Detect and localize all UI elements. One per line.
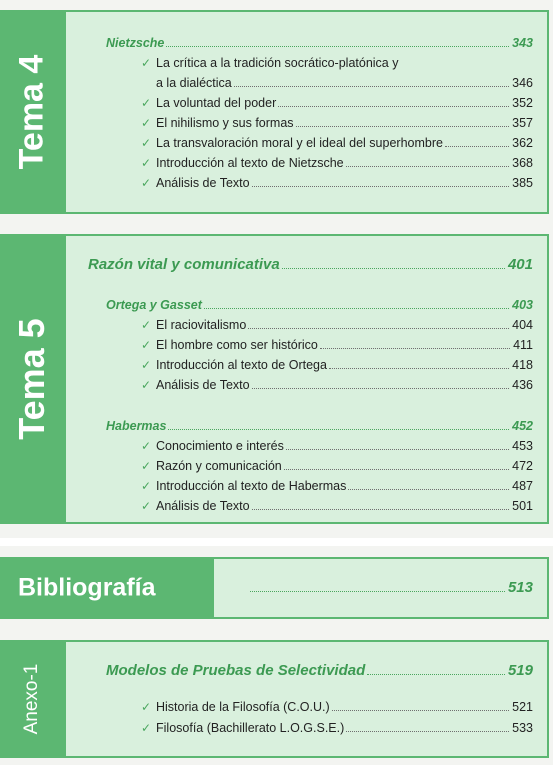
leader-dots bbox=[204, 308, 509, 309]
toc-item[interactable] bbox=[141, 439, 533, 453]
toc-page-number: 404 bbox=[512, 318, 533, 332]
leader-dots bbox=[445, 146, 509, 147]
leader-dots bbox=[296, 126, 510, 127]
leader-dots bbox=[348, 489, 509, 490]
toc-chapter-title: Razón vital y comunicativa bbox=[88, 256, 280, 273]
toc-item-text: La voluntad del poder bbox=[156, 96, 277, 110]
check-icon: ✓ bbox=[141, 358, 152, 372]
leader-dots bbox=[250, 591, 505, 592]
toc-item-text: El hombre como ser histórico bbox=[156, 338, 318, 352]
leader-dots bbox=[248, 328, 509, 329]
check-icon: ✓ bbox=[141, 156, 152, 170]
toc-item[interactable] bbox=[141, 479, 533, 493]
tema5-block bbox=[0, 234, 549, 524]
toc-page-number: 452 bbox=[512, 419, 533, 433]
check-icon: ✓ bbox=[141, 318, 152, 332]
tema4-tab bbox=[0, 10, 64, 214]
toc-page-number: 453 bbox=[512, 439, 533, 453]
toc-item[interactable] bbox=[141, 721, 533, 735]
check-icon: ✓ bbox=[141, 700, 152, 714]
toc-item[interactable] bbox=[141, 378, 533, 392]
toc-section-title: Ortega y Gasset bbox=[106, 298, 202, 312]
toc-page-number: 472 bbox=[512, 459, 533, 473]
toc-item-text: Conocimiento e interés bbox=[156, 439, 284, 453]
toc-chapter-modelos[interactable] bbox=[106, 662, 533, 679]
toc-page-number: 368 bbox=[512, 156, 533, 170]
leader-dots bbox=[320, 348, 510, 349]
toc-page-number: 487 bbox=[512, 479, 533, 493]
toc-section-title: Nietzsche bbox=[106, 36, 165, 50]
check-icon: ✓ bbox=[141, 439, 152, 453]
toc-page-number: 501 bbox=[512, 499, 533, 513]
leader-dots bbox=[168, 429, 509, 430]
toc-section-habermas[interactable] bbox=[106, 419, 533, 433]
check-icon: ✓ bbox=[141, 479, 152, 493]
leader-dots bbox=[332, 710, 509, 711]
check-icon: ✓ bbox=[141, 378, 152, 392]
toc-item-text: Análisis de Texto bbox=[156, 378, 250, 392]
toc-item[interactable] bbox=[141, 700, 533, 714]
bibliografia-block bbox=[0, 557, 549, 619]
leader-dots bbox=[252, 509, 510, 510]
leader-dots bbox=[346, 731, 509, 732]
toc-item-text: Análisis de Texto bbox=[156, 499, 250, 513]
leader-dots bbox=[252, 186, 510, 187]
anexo-tab bbox=[0, 640, 64, 758]
check-icon: ✓ bbox=[141, 56, 152, 70]
toc-page-number: 436 bbox=[512, 378, 533, 392]
toc-page-number: 352 bbox=[512, 96, 533, 110]
page-edge-strip bbox=[0, 538, 553, 546]
toc-section-ortega[interactable] bbox=[106, 298, 533, 312]
toc-item[interactable] bbox=[141, 136, 533, 150]
toc-page-number: 513 bbox=[507, 579, 533, 596]
check-icon: ✓ bbox=[141, 338, 152, 352]
toc-item-text: La crítica a la tradición socrático-platónica y bbox=[156, 56, 399, 70]
toc-item-text: Filosofía (Bachillerato L.O.G.S.E.) bbox=[156, 721, 345, 735]
check-icon: ✓ bbox=[141, 136, 152, 150]
toc-page-number: 385 bbox=[512, 176, 533, 190]
toc-item[interactable] bbox=[141, 338, 533, 352]
toc-item-text: El nihilismo y sus formas bbox=[156, 116, 294, 130]
tema4-block bbox=[0, 10, 549, 214]
toc-item-text: Introducción al texto de Ortega bbox=[156, 358, 327, 372]
toc-item-text: Razón y comunicación bbox=[156, 459, 282, 473]
leader-dots bbox=[234, 86, 509, 87]
tema4-tab-label: Tema 4 bbox=[12, 54, 51, 170]
toc-page-number: 519 bbox=[507, 662, 533, 679]
leader-dots bbox=[166, 46, 509, 47]
anexo-content bbox=[64, 640, 549, 758]
toc-item-text: El raciovitalismo bbox=[156, 318, 247, 332]
toc-item-continuation[interactable] bbox=[156, 76, 533, 90]
tema4-content bbox=[64, 10, 549, 214]
toc-item[interactable] bbox=[141, 459, 533, 473]
check-icon: ✓ bbox=[141, 96, 152, 110]
check-icon: ✓ bbox=[141, 499, 152, 513]
leader-dots bbox=[367, 674, 505, 675]
tema5-tab-label: Tema 5 bbox=[11, 318, 52, 440]
toc-bibliografia-entry[interactable] bbox=[250, 579, 533, 596]
toc-page-number: 403 bbox=[512, 298, 533, 312]
toc-item-text: Introducción al texto de Nietzsche bbox=[156, 156, 344, 170]
toc-chapter-title: Modelos de Pruebas de Selectividad bbox=[106, 662, 366, 679]
leader-dots bbox=[284, 469, 509, 470]
leader-dots bbox=[278, 106, 509, 107]
toc-page-number: 343 bbox=[512, 36, 533, 50]
toc-item[interactable] bbox=[141, 56, 533, 70]
toc-section-title: Habermas bbox=[106, 419, 167, 433]
check-icon: ✓ bbox=[141, 459, 152, 473]
anexo-tab-label: Anexo-1 bbox=[21, 663, 42, 735]
toc-item[interactable] bbox=[141, 176, 533, 190]
bibliografia-content bbox=[212, 557, 549, 619]
toc-item-text: Análisis de Texto bbox=[156, 176, 250, 190]
toc-item-text: Introducción al texto de Habermas bbox=[156, 479, 347, 493]
toc-item[interactable] bbox=[141, 499, 533, 513]
toc-page-number: 346 bbox=[512, 76, 533, 90]
check-icon: ✓ bbox=[141, 721, 152, 735]
toc-item[interactable] bbox=[141, 358, 533, 372]
leader-dots bbox=[329, 368, 509, 369]
toc-chapter-razon-vital[interactable] bbox=[88, 256, 533, 273]
check-icon: ✓ bbox=[141, 176, 152, 190]
anexo-block bbox=[0, 640, 549, 758]
toc-section-nietzsche[interactable] bbox=[106, 36, 533, 50]
toc-item[interactable] bbox=[141, 116, 533, 130]
leader-dots bbox=[282, 268, 505, 269]
toc-item-text: La transvaloración moral y el ideal del superhombre bbox=[156, 136, 443, 150]
toc-page-number: 357 bbox=[512, 116, 533, 130]
check-icon: ✓ bbox=[141, 116, 152, 130]
toc-item[interactable] bbox=[141, 318, 533, 332]
toc-page-number: 418 bbox=[512, 358, 533, 372]
leader-dots bbox=[252, 388, 510, 389]
toc-item-text: Historia de la Filosofía (C.O.U.) bbox=[156, 700, 330, 714]
toc-page-number: 411 bbox=[513, 338, 533, 352]
tema5-tab bbox=[0, 234, 64, 524]
toc-page-number: 533 bbox=[512, 721, 533, 735]
tema5-content bbox=[64, 234, 549, 524]
bibliografia-tab bbox=[0, 557, 212, 619]
toc-item-text: a la dialéctica bbox=[156, 76, 232, 90]
leader-dots bbox=[286, 449, 509, 450]
bibliografia-label: Bibliografía bbox=[18, 573, 156, 602]
leader-dots bbox=[346, 166, 510, 167]
toc-page-number: 521 bbox=[512, 700, 533, 714]
toc-page-number: 401 bbox=[507, 256, 533, 273]
toc-page-number: 362 bbox=[512, 136, 533, 150]
toc-item[interactable] bbox=[141, 156, 533, 170]
toc-item[interactable] bbox=[141, 96, 533, 110]
